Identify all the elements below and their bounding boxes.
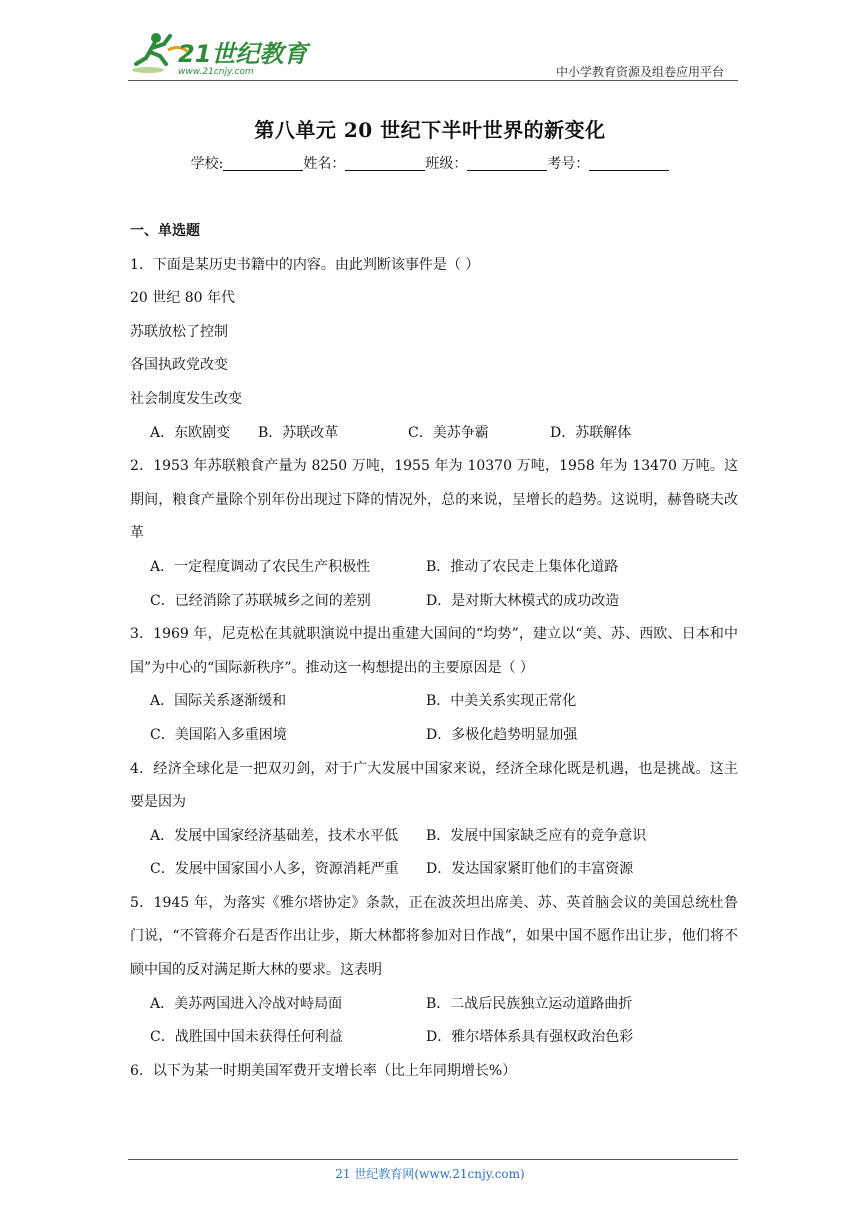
class-label: 班级： (425, 156, 468, 172)
options-row (130, 417, 738, 451)
footer-link[interactable]: 21 世纪教育网(www.21cnjy.com) (335, 1167, 525, 1181)
option-d[interactable]: D．是对斯大林模式的成功改造 (426, 592, 620, 609)
option-a[interactable]: A．美苏两国进入冷战对峙局面 (150, 995, 343, 1012)
question-stem: 4．经济全球化是一把双刃剑，对于广大发展中国家来说，经济全球化既是机遇，也是挑战。这主要是因为 (130, 760, 738, 811)
material-line: 社会制度发生改变 (130, 390, 242, 407)
option-c[interactable]: C．美国陷入多重困境 (150, 726, 287, 743)
option-a[interactable]: A．一定程度调动了农民生产积极性 (150, 558, 371, 575)
question-stem: 5．1945 年，为落实《雅尔塔协定》条款，正在波茨坦出席美、苏、英首脑会议的美国总统杜鲁门说，“不管蒋介石是否作出让步，斯大林都将参加对日作战”，如果中国不愿作出让步，他们将不顾中国的反对满足斯大林的要求。这表明 (130, 894, 738, 979)
section-title: 一、单选题 (130, 223, 200, 239)
option-c[interactable]: C．战胜国中国未获得任何利益 (150, 1029, 343, 1046)
page-header (128, 30, 738, 82)
material-line: 各国执政党改变 (130, 357, 228, 374)
material-line: 苏联放松了控制 (130, 323, 228, 340)
question-6 (130, 1055, 738, 1089)
option-d[interactable]: D．雅尔塔体系具有强权政治色彩 (426, 1029, 634, 1046)
material-line: 20 世纪 80 年代 (130, 290, 235, 307)
question-stem: 3．1969 年，尼克松在其就职演说中提出重建大国间的“均势”，建立以“美、苏、西欧、日本和中国”为中心的“国际新秩序”。推动这一构想提出的主要原因是（ ） (130, 626, 738, 676)
options-row (130, 1021, 738, 1055)
option-d[interactable]: D．多极化趋势明显加强 (426, 726, 578, 743)
question-stem: 1．下面是某历史书籍中的内容。由此判断该事件是（ ） (130, 256, 480, 273)
options-row (130, 551, 738, 585)
option-b[interactable]: B．发展中国家缺乏应有的竞争意识 (426, 827, 647, 844)
page-title: 第八单元 20 世纪下半叶世界的新变化 (254, 118, 606, 142)
options-row (130, 988, 738, 1022)
option-d[interactable]: D．苏联解体 (550, 424, 632, 441)
school-blank[interactable] (223, 156, 303, 171)
option-b[interactable]: B．中美关系实现正常化 (426, 693, 577, 710)
school-label: 学校: (190, 156, 224, 172)
options-row (130, 719, 738, 753)
option-d[interactable]: D．发达国家紧盯他们的丰富资源 (426, 861, 634, 878)
options-row (130, 585, 738, 619)
question-stem: 2．1953 年苏联粮食产量为 8250 万吨，1955 年为 10370 万吨，1958 年为 13470 万吨。这期间，粮食产量除个别年份出现过下降的情况外，总的来说，呈增长的趋势。这说明，赫鲁晓夫改革 (130, 458, 738, 542)
option-a[interactable]: A．东欧剧变 (150, 424, 231, 441)
question-stem: 6．以下为某一时期美国军费开支增长率（比上年同期增长%） (130, 1062, 517, 1079)
question-5 (130, 887, 738, 1055)
option-b[interactable]: B．苏联改革 (258, 424, 339, 441)
question-2 (130, 450, 738, 618)
option-b[interactable]: B．二战后民族独立运动道路曲折 (426, 995, 633, 1012)
name-label: 姓名： (303, 156, 346, 172)
question-3 (130, 618, 738, 752)
student-info-line (0, 153, 860, 173)
option-c[interactable]: C．发展中国家国小人多，资源消耗严重 (150, 861, 399, 878)
class-blank[interactable] (467, 156, 547, 171)
header-tagline: 中小学教育资源及组卷应用平台 (555, 65, 724, 79)
logo-21cnjy (128, 30, 328, 80)
option-c[interactable]: C．美苏争霸 (408, 424, 489, 441)
logo-url: www.21cnjy.com (178, 67, 254, 77)
question-1 (130, 249, 738, 451)
option-b[interactable]: B．推动了农民走上集体化道路 (426, 558, 619, 575)
option-a[interactable]: A．国际关系逐渐缓和 (150, 693, 287, 710)
options-row (130, 853, 738, 887)
header-divider (128, 80, 738, 81)
question-content (130, 215, 738, 1088)
logo-text: 21世纪教育 (178, 40, 308, 68)
options-row (130, 685, 738, 719)
question-4 (130, 753, 738, 887)
exam-no-label: 考号： (547, 156, 590, 172)
footer-divider (128, 1159, 738, 1160)
option-c[interactable]: C．已经消除了苏联城乡之间的差别 (150, 592, 371, 609)
options-row (130, 820, 738, 854)
exam-no-blank[interactable] (589, 156, 669, 171)
name-blank[interactable] (345, 156, 425, 171)
option-a[interactable]: A．发展中国家经济基础差，技术水平低 (150, 827, 399, 844)
